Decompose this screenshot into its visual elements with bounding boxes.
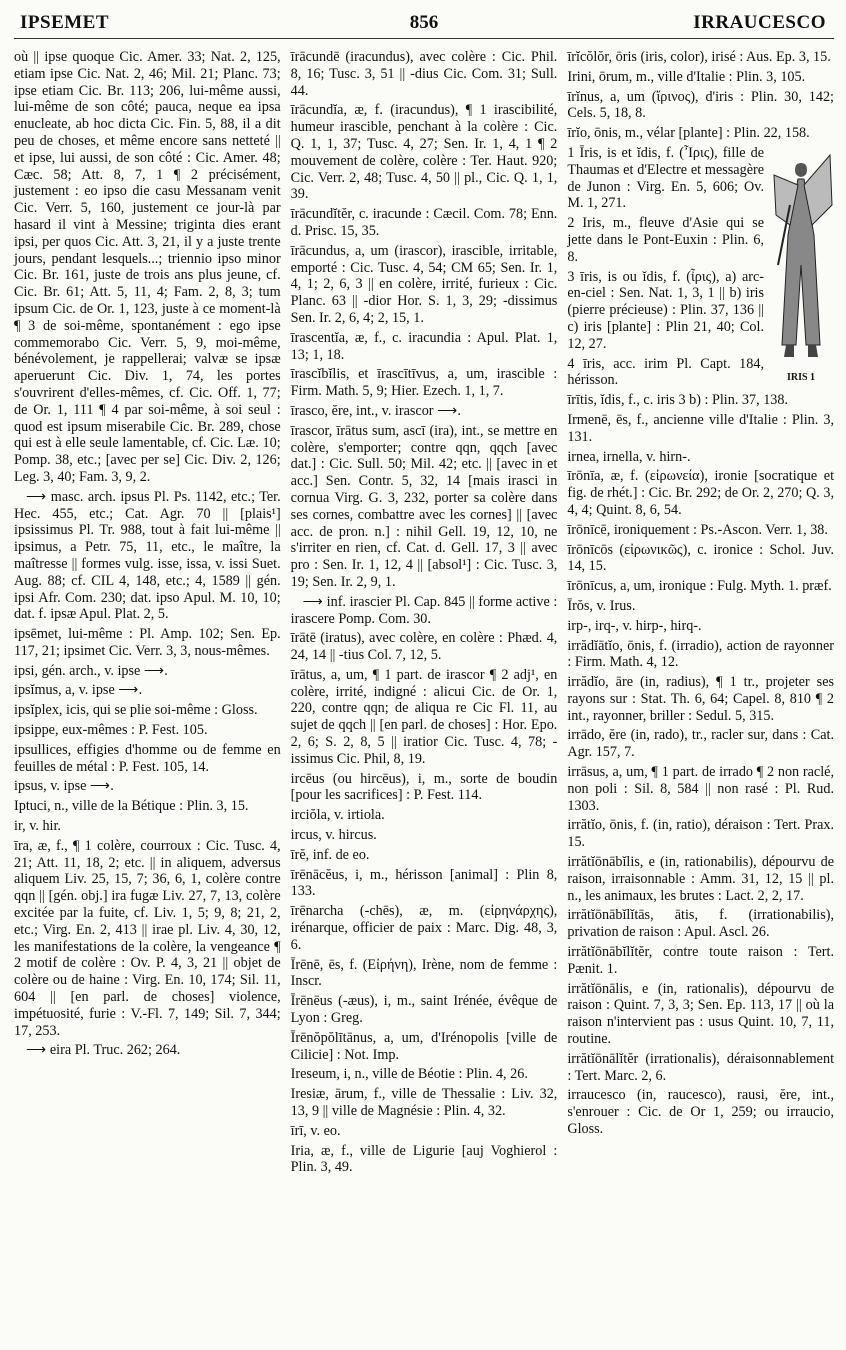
dictionary-entry: Īrēnŏpŏlītānus, a, um, d'Irénopolis [ville de Cilicie] : Not. Imp. (290, 1029, 558, 1063)
dictionary-entry: ipsullices, effigies d'homme ou de femme en feuilles de métal : P. Fest. 105, 14. (14, 741, 281, 775)
dictionary-entry: irrătĭōnālĭtĕr (irrationalis), déraisonnablement : Tert. Marc. 2, 6. (567, 1050, 835, 1084)
dictionary-entry: ⟶ inf. irascier Pl. Cap. 845 || forme active : irascere Pomp. Com. 30. (290, 593, 558, 627)
dictionary-entry: irrătĭo, ōnis, f. (in, ratio), déraison : Tert. Prax. 15. (567, 817, 835, 851)
dictionary-entry: īrācundus, a, um (irascor), irascible, irritable, emporté : Cic. Tusc. 4, 54; CM 65; Sen. Ir. 1, 4, 1; 2, 6, 3 || en colère, irrité, furieux : Cic. Planc. 63 || -dior Hor. S. 1, 3, 29; -dissimus Sen. Ir. 2, 6, 4; 2, 15, 1. (290, 242, 558, 326)
dictionary-entry: ipsēmet, lui-même : Pl. Amp. 102; Sen. Ep. 117, 21; ipsimet Cic. Verr. 3, 3, nous-mêmes. (14, 626, 281, 659)
dictionary-entry: irnea, irnella, v. hirn-. (567, 448, 691, 465)
dictionary-entry: ircus, v. hircus. (290, 827, 377, 844)
column-3 (567, 49, 834, 1179)
dictionary-entry: īrōnīa, æ, f. (εἰρωνεία), ironie [socratique et fig. de rhét.] : Cic. Br. 292; de Or. 2, 270; Q. 3, 4, 4; Quint. 8, 6, 54. (567, 468, 835, 518)
dictionary-entry: ipsĭplex, icis, qui se plie soi-même : Gloss. (14, 702, 258, 719)
dictionary-entry: īrēnācĕus, i, m., hérisson [animal] : Plin 8, 133. (290, 866, 558, 900)
dictionary-entry: īrĭo, ōnis, m., vélar [plante] : Plin. 22, 158. (567, 125, 810, 142)
dictionary-entry: 3 īris, is ou ĭdis, f. (ἶρις), a) arc-en-ciel : Sen. Nat. 1, 3, 1 || b) iris (pierre précieuse) : Plin. 37, 136 || c) iris [plante] : Plin 21, 40; Col. 12, 27. (567, 268, 765, 352)
page-number: 856 (409, 12, 439, 33)
dictionary-entry: īrascĭbĭlis, et īrascītīvus, a, um, irascible : Firm. Math. 5, 9; Hier. Ezech. 1, 1, 7. (290, 366, 558, 400)
iris-illustration (768, 145, 834, 365)
dictionary-entry: ⟶ eira Pl. Truc. 262; 264. (26, 1042, 181, 1059)
dictionary-entry: irrătĭōnālis, e (in, rationalis), dépourvu de raison : Quint. 7, 3, 3; Sen. Ep. 113, 17 || où la raison n'intervient pas : usus Quint. 10, 7, 11, routine. (567, 980, 835, 1048)
dictionary-entry: 4 īris, acc. irim Pl. Capt. 184, hérisson. (567, 355, 765, 389)
dictionary-entry: Iresiæ, ārum, f., ville de Thessalie : Liv. 32, 13, 9 || ville de Magnésie : Plin. 4, 32. (290, 1086, 558, 1120)
column-1 (14, 49, 281, 1179)
column-3-top-entries (567, 49, 834, 142)
dictionary-entry: Irmenē, ēs, f., ancienne ville d'Italie : Plin. 3, 131. (567, 411, 835, 445)
dictionary-entry: īrācundē (iracundus), avec colère : Cic. Phil. 8, 16; Tusc. 3, 51 || -dius Cic. Com. 31; Sull. 44. (290, 49, 558, 99)
dictionary-entry: īrĭnus, a, um (ἴρινος), d'iris : Plin. 30, 142; Cels. 5, 18, 8. (567, 88, 835, 122)
dictionary-entry: īrōnīcōs (εἰρωνικῶς), c. ironice : Schol. Juv. 14, 15. (567, 541, 835, 575)
figure-caption: IRIS 1 (786, 371, 816, 383)
dictionary-entry: ipsus, v. ipse ⟶. (14, 778, 114, 795)
dictionary-entry: irrāsus, a, um, ¶ 1 part. de irrado ¶ 2 non raclé, non poli : Sil. 8, 584 || non rasé : Pl. Rud. 1303. (567, 764, 835, 814)
dictionary-entry: īrātus, a, um, ¶ 1 part. de irascor ¶ 2 adj¹, en colère, irrité, indigné : alicui Cic. de Or. 1, 220, contre qqn; de aliqua re Cic Fl. 11, au sujet de qqch || [en parl. de choses] : Hor. Epo. 2, 6; S. 2, 8, 5 || iratior Cic. Tusc. 4, 78; -issimus Cic. Phil, 8, 19. (290, 666, 558, 767)
dictionary-entry: Īrēnē, ēs, f. (Εἰρήνη), Irène, nom de femme : Inscr. (290, 956, 558, 990)
dictionary-entry: īrācundĭtĕr, c. iracunde : Cæcil. Com. 78; Enn. d. Prisc. 15, 35. (290, 206, 558, 239)
dictionary-entry: irciŏla, v. irtiola. (290, 807, 385, 824)
column-2 (291, 49, 558, 1179)
dictionary-entry: irp-, irq-, v. hirp-, hirq-. (567, 617, 702, 634)
dictionary-entry: Īrēnēus (-æus), i, m., saint Irénée, évêque de Lyon : Greg. (290, 993, 558, 1027)
dictionary-entry: īrācundĭa, æ, f. (iracundus), ¶ 1 irascibilité, humeur irascible, penchant à la colère : Cic. Q. 1, 1, 37; Tusc. 4, 27; Sen. Ir. 1, 4, 1 ¶ 2 mouvement de colère, colère : Ter. Haut. 920; Cic. Verr. 2, 48; Tusc. 4, 50 || pl., Cic. Q. 1, 1, 39. (290, 102, 558, 203)
dictionary-entry: īra, æ, f., ¶ 1 colère, courroux : Cic. Tusc. 4, 21; Att. 11, 18, 2; etc. || in aliquem, adversus aliquem Liv. 25, 15, 7; 36, 6, 1, colère contre qqn || [gén. obj.] ira fugæ Liv. 27, 7, 13, colère excitée par la fuite, cf. Liv. 1, 5; 9, 8; 21, 2, etc.; Virg. En. 2, 413 || irae pl. Liv. 4, 30, 12, les manifestations de la colère, la vengeance ¶ 2 motif de colère : Ov. P. 4, 3, 21 || objet de colère ou de haine : Virg. En. 10, 174; Sil. 11, 604 || [en parl. de choses] violence, impétuosité, furie : V.-Fl. 7, 149; Sil. 7, 344; 17, 253. (14, 837, 281, 1039)
dictionary-entry: īrōnīcē, ironiquement : Ps.-Ascon. Verr. 1, 38. (567, 521, 828, 538)
dictionary-entry: irrădĭātĭo, ōnis, f. (irradio), action de rayonner : Firm. Math. 4, 12. (567, 637, 835, 671)
columns (14, 49, 834, 1179)
dictionary-entry: ircēus (ou hircēus), i, m., sorte de boudin [pour les sacrifices] : P. Fest. 114. (290, 770, 558, 804)
dictionary-entry: īrĭcŏlŏr, ōris (iris, color), irisé : Aus. Ep. 3, 15. (567, 49, 831, 65)
dictionary-entry: Irini, ōrum, m., ville d'Italie : Plin. 3, 105. (567, 68, 806, 85)
column-3-rest-entries (567, 356, 834, 1138)
dictionary-entry: īrītis, ĭdis, f., c. iris 3 b) : Plin. 37, 138. (567, 392, 789, 409)
dictionary-entry: ipsĭmus, a, v. ipse ⟶. (14, 682, 143, 699)
dictionary-entry: 1 Īris, is et ĭdis, f. (Ἶρις), fille de Thaumas et d'Electre et messagère de Junon : Virg. En. 5, 606; Ov. M. 1, 271. (567, 144, 765, 212)
dictionary-entry: īrōnīcus, a, um, ironique : Fulg. Myth. 1. præf. (567, 578, 832, 595)
dictionary-entry: irrădĭo, āre (in, radius), ¶ 1 tr., projeter ses rayons sur : Stat. Th. 6, 64; Capel. 8, 810 ¶ 2 int., rayonner, briller : Sedul. 5, 315. (567, 674, 835, 724)
dictionary-entry: īrascentĭa, æ, f., c. iracundia : Apul. Plat. 1, 13; 1, 18. (290, 329, 558, 363)
dictionary-entry: irrătĭōnābĭlis, e (in, rationabilis), dépourvu de raison, irraisonnable : Amm. 31, 12, 15 || pl. n., les animaux, les brutes : Lact. 2, 2, 17. (567, 854, 835, 904)
dictionary-entry: īrātē (iratus), avec colère, en colère : Phæd. 4, 24, 14 || -tius Col. 7, 12, 5. (290, 630, 558, 664)
dictionary-entry: ⟶ masc. arch. ipsus Pl. Ps. 1142, etc.; Ter. Hec. 455, etc.; Cat. Agr. 70 || [plais¹] ipsissimus Pl. Tr. 988, tout à fait lui-même || ipsimus, a Petr. 75, 11, etc., le maître, la maîtresse || formes vulg. isse, issa, v. issi Suet. Aug. 88; cf. CIL 4, 148, etc.; 4, 1589 || gén. ipsi Afr. Com. 230; dat. ipso Apul. M. 10, 10; dat. f. ipsæ Apul. Plat. 2, 5. (14, 488, 281, 623)
iris-figure (768, 145, 834, 385)
dictionary-entry: irrătĭōnābĭlĭtās, ātis, f. (irrationabilis), privation de raison : Apul. Ascl. 26. (567, 907, 835, 941)
dictionary-entry: Iptuci, n., ville de la Bétique : Plin. 3, 15. (14, 798, 249, 815)
dictionary-entry: ir, v. hir. (14, 818, 61, 835)
dictionary-entry: īrascor, īrātus sum, ascī (ira), int., se mettre en colère, s'emporter; contre qqn, qqch [avec dat.] : Cic. Sull. 50; Mil. 42; etc. || [avec in et acc.] Sen. Contr. 5, 32, 14 [mais irasci in cornua Virg. G. 3, 232, porter sa colère dans ses cornes, combattre avec les cornes] || [avec acc. de pron. n.] : nihil Gell. 19, 12, 10, ne s'irriter en rien, cf. Cat. d. Gell. 17, 3 || avec pro : Sen. Ir. 1, 12, 4 || [absol¹] : Cic. Tusc. 3, 19; Sen. Ir. 2, 9, 1. (290, 422, 558, 590)
dictionary-entry: īrĕ, inf. de eo. (290, 846, 370, 863)
dictionary-entry: irrătĭōnābĭlĭtĕr, contre toute raison : Tert. Pænit. 1. (567, 944, 835, 977)
dictionary-entry: où || ipse quoque Cic. Amer. 33; Nat. 2, 125, etiam ipse Cic. Nat. 2, 46; Mil. 21; Planc. 73; ipse etiam Cic. Br. 113; 206, lui-même aussi, lui-même de son côté; pauca, neque ea ipsa enucleate, ab hoc dicta Cic. Fin. 5, 88, il a dit peu de choses, et même encore sans netteté || et ipse, lui aussi, de son côté : Cic. Amer. 48; Cæc. 58; Att. 8, 7, 1 ¶ 2 précisément, justement : eo ipso die casu Messanam venit Cic. Verr. 5, 160, justement ce jour-là par hasard il vint à Messine; triginta dies erant ipsi, per quos Cic. Att. 3, 21, il y a juste trente jours, pendant lesquels...; triennio ipso minor Cic. Br. 161, juste de trois ans plus jeune, cf. Cic. Br. 61; Att. 5, 11, 4; Fam. 2, 8, 3; tum ipsum Cic. de Or. 1, 123, juste à ce moment-là ¶ 3 de soi-même, spontanément : ego ipse commemorabo Cic. Verr. 5, 9, moi-même, bénévolement, je rappellerai; valvæ se ipsæ aperuerunt Cic. Div. 1, 74, les portes s'ouvrirent d'elles-mêmes, cf. Cic. Off. 1, 77; de Or. 1, 111 ¶ 4 par soi-même, à soi seul : quod est ipsum miserabile Cic. Br. 289, chose qui est à elle seule lamentable, cf. Cic. Læ. 10; Pomp. 38, etc.; [avec per se] Cic. Div. 2, 126; Leg. 3, 40; Fam. 3, 9, 2. (14, 49, 281, 485)
page-header (14, 8, 834, 39)
dictionary-entry: 2 Iris, m., fleuve d'Asie qui se jette dans le Pont-Euxin : Plin. 6, 8. (567, 215, 765, 265)
dictionary-entry: irrādo, ĕre (in, rado), tr., racler sur, dans : Cat. Agr. 157, 7. (567, 727, 835, 761)
dictionary-entry: īrēnarcha (-chēs), æ, m. (εἰρηνάρχης), irénarque, officier de paix : Marc. Dig. 48, 3, 6. (290, 903, 558, 953)
dictionary-entry: ipsippe, eux-mêmes : P. Fest. 105. (14, 722, 208, 739)
dictionary-entry: ipsi, gén. arch., v. ipse ⟶. (14, 662, 168, 679)
header-first-word: IPSEMET (20, 12, 110, 33)
dictionary-entry: īrī, v. eo. (290, 1122, 341, 1139)
dictionary-entry: Iria, æ, f., ville de Ligurie [auj Voghierol : Plin. 3, 49. (290, 1142, 558, 1176)
header-last-word: IRRAUCESCO (693, 12, 826, 33)
dictionary-entry: īrasco, ĕre, int., v. irascor ⟶. (290, 402, 461, 419)
dictionary-entry: Ireseum, i, n., ville de Béotie : Plin. 4, 26. (290, 1066, 528, 1083)
dictionary-entry: irraucesco (in, raucesco), rausi, ĕre, int., s'enrouer : Cic. de Or 1, 259; ou irraucio, Gloss. (567, 1087, 835, 1138)
dictionary-entry: Īrŏs, v. Irus. (567, 597, 636, 614)
